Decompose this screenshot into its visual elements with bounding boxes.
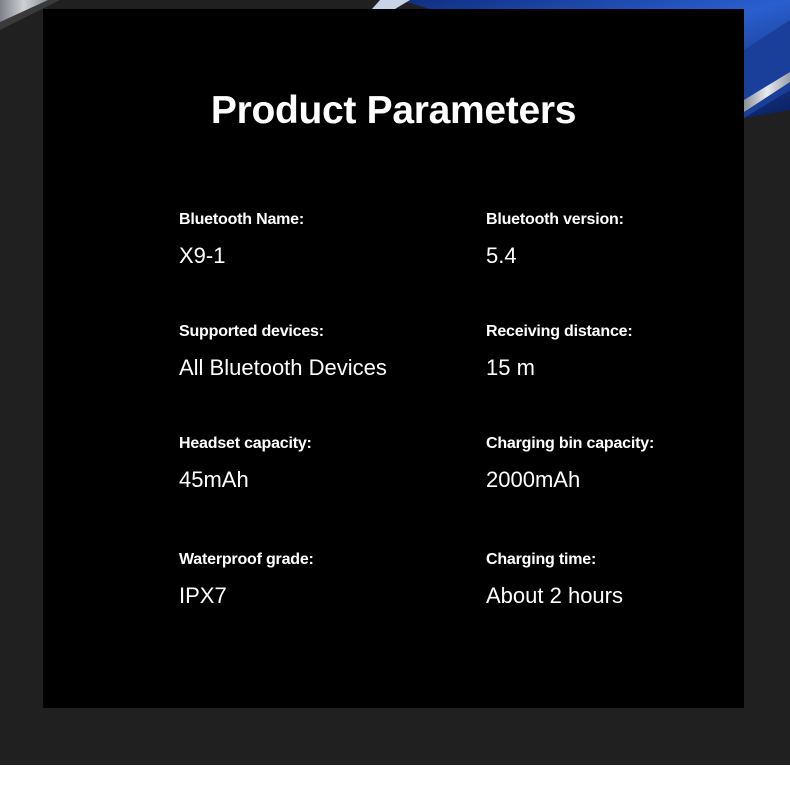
param-value: 2000mAh <box>486 467 581 492</box>
param-bluetooth-version <box>486 211 746 269</box>
param-value: 15 m <box>486 355 535 380</box>
param-value: X9-1 <box>179 243 226 268</box>
product-parameters-panel <box>43 9 744 708</box>
param-headset-capacity <box>179 435 439 493</box>
param-bluetooth-name <box>179 211 439 269</box>
param-label: Supported devices: <box>179 323 324 340</box>
param-value: 45mAh <box>179 467 249 492</box>
param-value: 5.4 <box>486 243 517 268</box>
param-label: Receiving distance: <box>486 323 633 340</box>
param-label: Waterproof grade: <box>179 551 314 568</box>
param-waterproof-grade <box>179 551 439 609</box>
param-supported-devices <box>179 323 439 381</box>
param-charging-time <box>486 551 746 609</box>
param-value: About 2 hours <box>486 583 623 608</box>
param-label: Bluetooth Name: <box>179 211 305 228</box>
param-label: Charging bin capacity: <box>486 435 655 452</box>
param-label: Charging time: <box>486 551 597 568</box>
param-receiving-distance <box>486 323 746 381</box>
param-value: IPX7 <box>179 583 227 608</box>
param-charging-bin-capacity <box>486 435 746 493</box>
page-title: Product Parameters <box>210 89 577 132</box>
param-value: All Bluetooth Devices <box>179 355 387 380</box>
param-label: Headset capacity: <box>179 435 312 452</box>
param-label: Bluetooth version: <box>486 211 624 228</box>
